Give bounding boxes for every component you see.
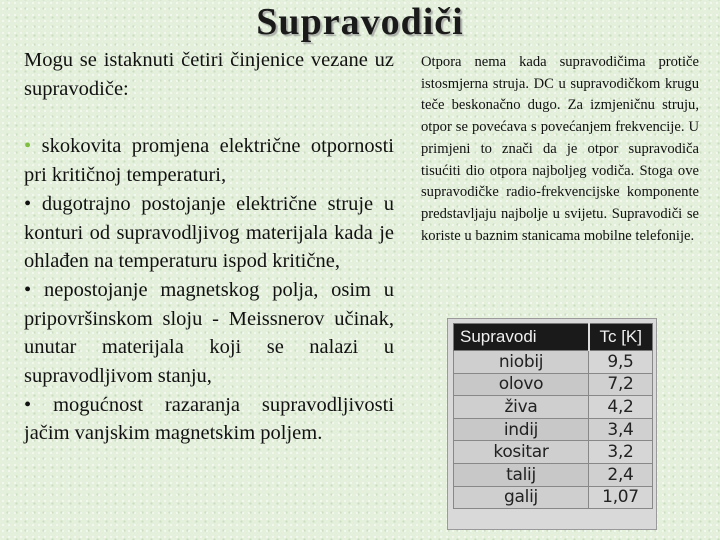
- critical-temperature-value: 7,2: [589, 373, 653, 396]
- fact-text: mogućnost razaranja supravodljivosti jačim vanjskim magnetskim poljem.: [24, 393, 395, 445]
- critical-temperature-table: [453, 323, 653, 509]
- intro-text: Mogu se istaknuti četiri činjenice vezane uz supravodiče:: [24, 49, 394, 100]
- critical-temperature-value: 4,2: [589, 396, 653, 419]
- table-row: [454, 418, 653, 441]
- material-name: galij: [454, 486, 589, 509]
- critical-temperature-value: 9,5: [589, 351, 653, 374]
- table-row: [454, 396, 653, 419]
- critical-temperature-value: 3,4: [589, 418, 653, 441]
- material-name: indij: [454, 418, 589, 441]
- critical-temperature-value: 3,2: [589, 441, 653, 464]
- material-name: kositar: [454, 441, 589, 464]
- critical-temperature-value: 2,4: [589, 463, 653, 486]
- bullet-icon: •: [24, 135, 32, 158]
- table-row: [454, 351, 653, 374]
- fact-item: [24, 190, 394, 276]
- material-name: olovo: [454, 373, 589, 396]
- page-title: Supravodiči: [256, 1, 464, 43]
- table-row: [454, 373, 653, 396]
- bullet-icon: •: [24, 192, 32, 215]
- table-row: [454, 441, 653, 464]
- facts-column: [24, 46, 394, 448]
- fact-item: [24, 132, 394, 189]
- header-critical-temperature: Tc [K]: [589, 324, 653, 351]
- fact-item: [24, 276, 394, 391]
- table-header-row: [454, 324, 653, 351]
- material-name: živa: [454, 396, 589, 419]
- fact-item: [24, 391, 394, 448]
- bullet-icon: •: [24, 278, 32, 301]
- bullet-icon: •: [24, 393, 32, 416]
- fact-text: dugotrajno postojanje električne struje u konturi od supravodljivog materijala kada je ohlađen na temperaturu ispod kritične,: [24, 192, 394, 273]
- table-row: [454, 463, 653, 486]
- fact-text: skokovita promjena električne otpornosti pri kritičnoj temperaturi,: [24, 135, 394, 187]
- header-superconductor: Supravodi: [454, 324, 589, 351]
- table-row: [454, 486, 653, 509]
- description-paragraph: Otpora nema kada supravodičima protiče istosmjerna struja. DC u supravodičkom krugu teče beskonačno dugo. Za izmjeničnu struju, otpor se povećava s povećanjem frekvencije. U primjeni to znači da je otpor supravodiča tisućiti dio otpora najboljeg vodiča. Stoga ove supravodičke radio-frekvencijske komponente predstavljaju najbolje u svijetu. Supravodiči se koriste u baznim stanicama mobilne telefonije.: [421, 54, 699, 244]
- material-name: talij: [454, 463, 589, 486]
- material-name: niobij: [454, 351, 589, 374]
- description-column: [421, 52, 699, 247]
- fact-text: nepostojanje magnetskog polja, osim u pripovršinskom sloju - Meissnerov učinak, unutar materijala koji se nalazi u supravodljivom stanju,: [24, 278, 394, 388]
- critical-temperature-value: 1,07: [589, 486, 653, 509]
- critical-temperature-table-image: [447, 318, 657, 530]
